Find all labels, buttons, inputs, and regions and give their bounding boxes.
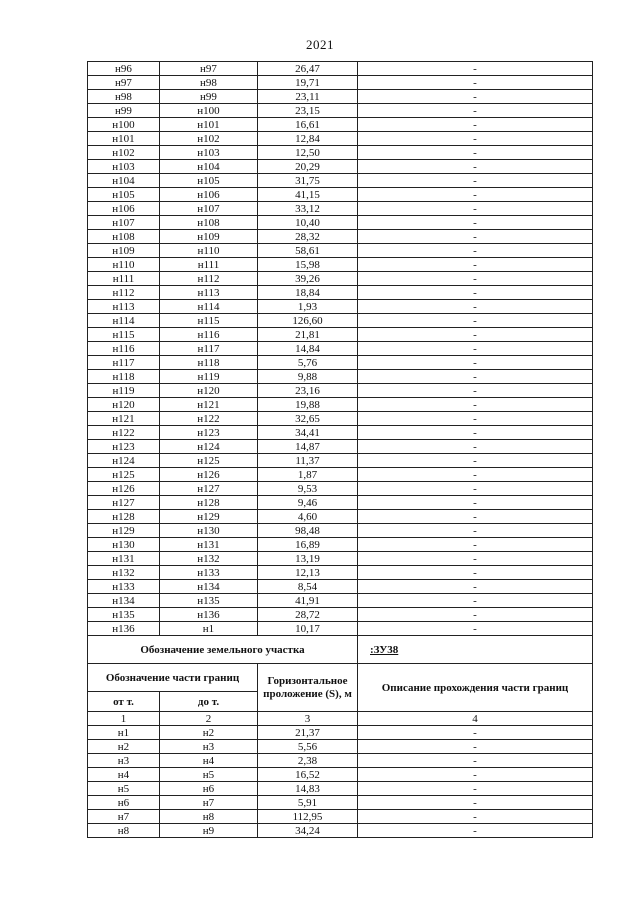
to-point: н124 [160, 440, 258, 454]
to-point: н127 [160, 482, 258, 496]
to-point: н102 [160, 132, 258, 146]
description-value: - [358, 810, 593, 824]
description-value: - [358, 726, 593, 740]
to-point: н1 [160, 622, 258, 636]
table-row [88, 202, 593, 216]
to-label: до т. [160, 692, 258, 712]
length-value: 9,88 [258, 370, 358, 384]
table-row [88, 796, 593, 810]
length-value: 23,15 [258, 104, 358, 118]
length-value: 31,75 [258, 174, 358, 188]
plot-label: Обозначение земельного участка [88, 636, 358, 664]
to-point: н134 [160, 580, 258, 594]
from-point: н124 [88, 454, 160, 468]
from-point: н1 [88, 726, 160, 740]
description-value: - [358, 524, 593, 538]
description-value: - [358, 356, 593, 370]
length-value: 21,81 [258, 328, 358, 342]
table-row [88, 496, 593, 510]
description-value: - [358, 824, 593, 838]
description-value: - [358, 216, 593, 230]
from-point: н134 [88, 594, 160, 608]
description-value: - [358, 398, 593, 412]
table-row [88, 216, 593, 230]
to-point: н8 [160, 810, 258, 824]
page-number: 2021 [306, 37, 334, 52]
to-point: н103 [160, 146, 258, 160]
description-value: - [358, 384, 593, 398]
table-row [88, 426, 593, 440]
from-point: н114 [88, 314, 160, 328]
to-point: н132 [160, 552, 258, 566]
table-row [88, 566, 593, 580]
from-point: н99 [88, 104, 160, 118]
to-point: н115 [160, 314, 258, 328]
from-point: н100 [88, 118, 160, 132]
from-point: н135 [88, 608, 160, 622]
from-point: н98 [88, 90, 160, 104]
table-row [88, 328, 593, 342]
length-value: 34,24 [258, 824, 358, 838]
length-value: 32,65 [258, 412, 358, 426]
length-value: 16,61 [258, 118, 358, 132]
length-value: 14,84 [258, 342, 358, 356]
description-value: - [358, 118, 593, 132]
to-point: н121 [160, 398, 258, 412]
from-point: н113 [88, 300, 160, 314]
table-row [88, 726, 593, 740]
to-point: н123 [160, 426, 258, 440]
length-value: 98,48 [258, 524, 358, 538]
length-value: 23,11 [258, 90, 358, 104]
description-value: - [358, 594, 593, 608]
length-value: 16,52 [258, 768, 358, 782]
description-value: - [358, 566, 593, 580]
description-value: - [358, 132, 593, 146]
from-point: н122 [88, 426, 160, 440]
from-point: н105 [88, 188, 160, 202]
to-point: н133 [160, 566, 258, 580]
table-row [88, 552, 593, 566]
description-value: - [358, 468, 593, 482]
table-row [88, 90, 593, 104]
to-point: н104 [160, 160, 258, 174]
from-point: н103 [88, 160, 160, 174]
to-point: н5 [160, 768, 258, 782]
description-value: - [358, 62, 593, 76]
from-point: н5 [88, 782, 160, 796]
length-value: 10,17 [258, 622, 358, 636]
length-value: 112,95 [258, 810, 358, 824]
description-value: - [358, 174, 593, 188]
table-row [88, 132, 593, 146]
to-point: н114 [160, 300, 258, 314]
length-value: 28,32 [258, 230, 358, 244]
description-value: - [358, 754, 593, 768]
from-point: н3 [88, 754, 160, 768]
length-value: 2,38 [258, 754, 358, 768]
from-point: н107 [88, 216, 160, 230]
length-value: 9,53 [258, 482, 358, 496]
table-row [88, 482, 593, 496]
length-value: 13,19 [258, 552, 358, 566]
from-point: н123 [88, 440, 160, 454]
table-row [88, 740, 593, 754]
to-point: н110 [160, 244, 258, 258]
to-point: н129 [160, 510, 258, 524]
from-point: н111 [88, 272, 160, 286]
length-value: 16,89 [258, 538, 358, 552]
length-value: 26,47 [258, 62, 358, 76]
to-point: н119 [160, 370, 258, 384]
from-point: н129 [88, 524, 160, 538]
part-boundaries-label: Обозначение части границ [88, 664, 258, 692]
description-value: - [358, 244, 593, 258]
table-row [88, 118, 593, 132]
to-point: н112 [160, 272, 258, 286]
to-point: н105 [160, 174, 258, 188]
description-value: - [358, 76, 593, 90]
description-value: - [358, 440, 593, 454]
length-value: 23,16 [258, 384, 358, 398]
to-point: н113 [160, 286, 258, 300]
table-row [88, 356, 593, 370]
col-number: 4 [358, 712, 593, 726]
length-value: 126,60 [258, 314, 358, 328]
boundary-table [87, 61, 593, 838]
table-row [88, 104, 593, 118]
to-point: н109 [160, 230, 258, 244]
description-value: - [358, 426, 593, 440]
description-value: - [358, 104, 593, 118]
to-point: н99 [160, 90, 258, 104]
to-point: н98 [160, 76, 258, 90]
length-value: 21,37 [258, 726, 358, 740]
to-point: н108 [160, 216, 258, 230]
description-value: - [358, 538, 593, 552]
table-row [88, 524, 593, 538]
section-header [88, 636, 593, 726]
table-row [88, 412, 593, 426]
table-row [88, 230, 593, 244]
from-point: н101 [88, 132, 160, 146]
length-value: 19,88 [258, 398, 358, 412]
table-row [88, 622, 593, 636]
horizontal-label: Горизонтальное проложение (S), м [258, 664, 358, 712]
from-point: н2 [88, 740, 160, 754]
from-point: н110 [88, 258, 160, 272]
length-value: 39,26 [258, 272, 358, 286]
table-row [88, 384, 593, 398]
to-point: н125 [160, 454, 258, 468]
to-point: н3 [160, 740, 258, 754]
length-value: 15,98 [258, 258, 358, 272]
to-point: н118 [160, 356, 258, 370]
description-value: - [358, 454, 593, 468]
from-point: н7 [88, 810, 160, 824]
col-number: 3 [258, 712, 358, 726]
table-row [88, 76, 593, 90]
from-point: н106 [88, 202, 160, 216]
table-row [88, 754, 593, 768]
table-row [88, 510, 593, 524]
to-point: н128 [160, 496, 258, 510]
from-point: н104 [88, 174, 160, 188]
length-value: 4,60 [258, 510, 358, 524]
table-row [88, 608, 593, 622]
col-number: 2 [160, 712, 258, 726]
table-row [88, 258, 593, 272]
to-point: н136 [160, 608, 258, 622]
description-value: - [358, 342, 593, 356]
table-row [88, 188, 593, 202]
table-row [88, 272, 593, 286]
from-point: н130 [88, 538, 160, 552]
first-boundary-rows [88, 62, 593, 636]
from-point: н109 [88, 244, 160, 258]
description-value: - [358, 272, 593, 286]
table-row [88, 174, 593, 188]
from-point: н8 [88, 824, 160, 838]
to-point: н131 [160, 538, 258, 552]
from-point: н127 [88, 496, 160, 510]
table-row [88, 314, 593, 328]
to-point: н9 [160, 824, 258, 838]
length-value: 12,50 [258, 146, 358, 160]
length-value: 58,61 [258, 244, 358, 258]
table-row [88, 824, 593, 838]
description-value: - [358, 768, 593, 782]
description-value: - [358, 622, 593, 636]
from-point: н115 [88, 328, 160, 342]
to-point: н2 [160, 726, 258, 740]
description-value: - [358, 496, 593, 510]
from-point: н97 [88, 76, 160, 90]
length-value: 8,54 [258, 580, 358, 594]
table-row [88, 286, 593, 300]
description-value: - [358, 580, 593, 594]
second-boundary-rows [88, 726, 593, 838]
description-value: - [358, 146, 593, 160]
description-value: - [358, 608, 593, 622]
to-point: н116 [160, 328, 258, 342]
description-value: - [358, 782, 593, 796]
description-value: - [358, 328, 593, 342]
table-row [88, 146, 593, 160]
length-value: 41,91 [258, 594, 358, 608]
length-value: 18,84 [258, 286, 358, 300]
table-row [88, 160, 593, 174]
from-point: н120 [88, 398, 160, 412]
description-value: - [358, 370, 593, 384]
to-point: н6 [160, 782, 258, 796]
to-point: н135 [160, 594, 258, 608]
length-value: 10,40 [258, 216, 358, 230]
to-point: н7 [160, 796, 258, 810]
from-point: н131 [88, 552, 160, 566]
description-value: - [358, 286, 593, 300]
length-value: 1,87 [258, 468, 358, 482]
from-point: н125 [88, 468, 160, 482]
length-value: 14,87 [258, 440, 358, 454]
to-point: н122 [160, 412, 258, 426]
table-row [88, 782, 593, 796]
table-row [88, 810, 593, 824]
length-value: 33,12 [258, 202, 358, 216]
table-row [88, 468, 593, 482]
table-row [88, 244, 593, 258]
length-value: 5,76 [258, 356, 358, 370]
to-point: н117 [160, 342, 258, 356]
plot-value: :ЗУ38 [358, 636, 593, 664]
to-point: н126 [160, 468, 258, 482]
from-point: н117 [88, 356, 160, 370]
from-point: н4 [88, 768, 160, 782]
description-value: - [358, 740, 593, 754]
description-value: - [358, 300, 593, 314]
length-value: 41,15 [258, 188, 358, 202]
description-value: - [358, 230, 593, 244]
from-point: н126 [88, 482, 160, 496]
length-value: 34,41 [258, 426, 358, 440]
from-point: н108 [88, 230, 160, 244]
description-value: - [358, 202, 593, 216]
description-value: - [358, 510, 593, 524]
to-point: н130 [160, 524, 258, 538]
from-point: н128 [88, 510, 160, 524]
length-value: 19,71 [258, 76, 358, 90]
description-label: Описание прохождения части границ [358, 664, 593, 712]
length-value: 12,13 [258, 566, 358, 580]
to-point: н100 [160, 104, 258, 118]
table-row [88, 594, 593, 608]
table-row [88, 300, 593, 314]
table-row [88, 370, 593, 384]
table-row [88, 538, 593, 552]
to-point: н120 [160, 384, 258, 398]
length-value: 1,93 [258, 300, 358, 314]
to-point: н107 [160, 202, 258, 216]
to-point: н97 [160, 62, 258, 76]
col-number: 1 [88, 712, 160, 726]
table-row [88, 62, 593, 76]
from-point: н119 [88, 384, 160, 398]
from-point: н121 [88, 412, 160, 426]
length-value: 14,83 [258, 782, 358, 796]
length-value: 5,56 [258, 740, 358, 754]
table-row [88, 342, 593, 356]
from-point: н102 [88, 146, 160, 160]
description-value: - [358, 552, 593, 566]
table-row [88, 768, 593, 782]
description-value: - [358, 314, 593, 328]
description-value: - [358, 188, 593, 202]
description-value: - [358, 412, 593, 426]
from-point: н6 [88, 796, 160, 810]
from-point: н133 [88, 580, 160, 594]
from-label: от т. [88, 692, 160, 712]
length-value: 11,37 [258, 454, 358, 468]
to-point: н101 [160, 118, 258, 132]
description-value: - [358, 90, 593, 104]
from-point: н136 [88, 622, 160, 636]
length-value: 28,72 [258, 608, 358, 622]
from-point: н118 [88, 370, 160, 384]
length-value: 20,29 [258, 160, 358, 174]
length-value: 5,91 [258, 796, 358, 810]
from-point: н96 [88, 62, 160, 76]
from-point: н116 [88, 342, 160, 356]
table-row [88, 454, 593, 468]
length-value: 9,46 [258, 496, 358, 510]
description-value: - [358, 482, 593, 496]
description-value: - [358, 160, 593, 174]
to-point: н4 [160, 754, 258, 768]
description-value: - [358, 258, 593, 272]
description-value: - [358, 796, 593, 810]
table-row [88, 398, 593, 412]
length-value: 12,84 [258, 132, 358, 146]
table-row [88, 440, 593, 454]
to-point: н106 [160, 188, 258, 202]
from-point: н132 [88, 566, 160, 580]
to-point: н111 [160, 258, 258, 272]
table-row [88, 580, 593, 594]
from-point: н112 [88, 286, 160, 300]
